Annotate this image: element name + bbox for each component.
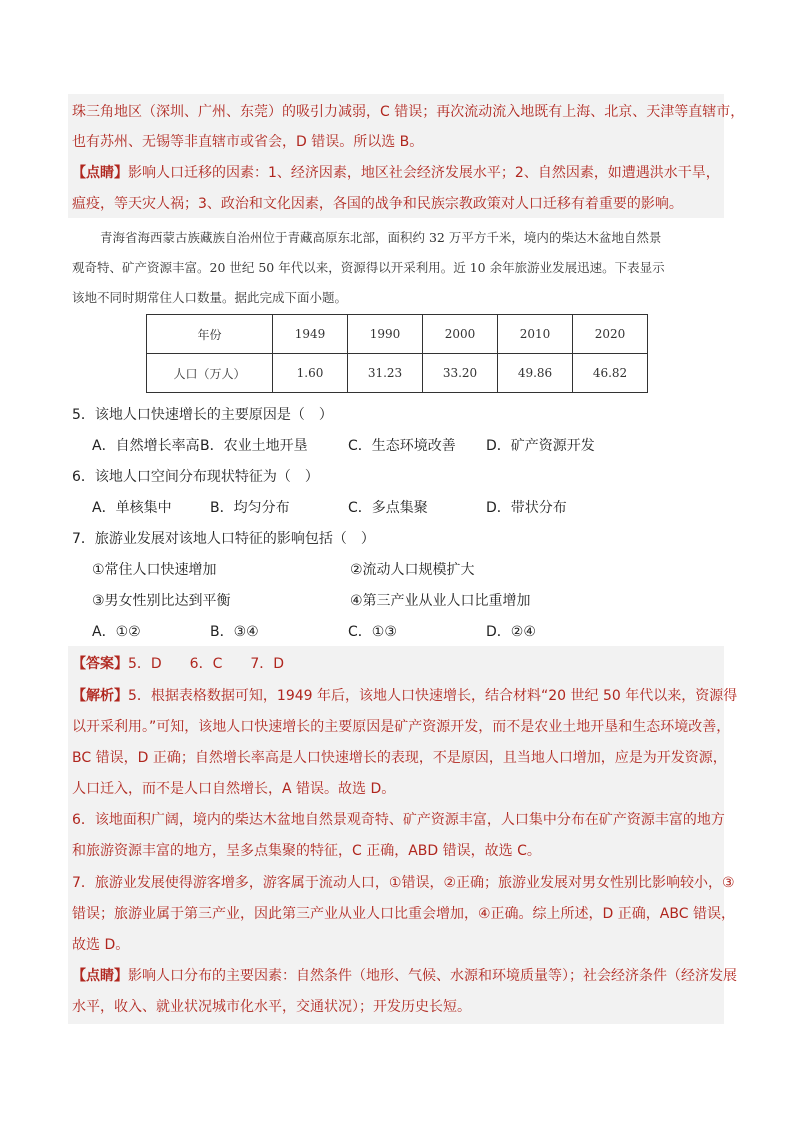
table-year: 1949 <box>273 315 348 354</box>
tip-label: 【点睛】 <box>72 165 128 181</box>
table-value: 33.20 <box>423 354 498 393</box>
question-6-option-d: D．带状分布 <box>486 500 567 516</box>
final-tip-line <box>72 966 737 986</box>
question-7-option-c: C．①③ <box>348 624 397 640</box>
table-row <box>147 354 648 393</box>
final-tip-text: 影响人口分布的主要因素：自然条件（地形、气候、水源和环境质量等）；社会经济条件（经济发展 <box>128 968 737 984</box>
question-6-option-b: B．均匀分布 <box>210 500 290 516</box>
answer-line <box>72 654 284 674</box>
question-6-stem: 6．该地人口空间分布现状特征为（ ） <box>72 469 319 485</box>
table-header-label: 年份 <box>147 315 273 354</box>
analysis-text: 5．根据表格数据可知，1949 年后，该地人口快速增长，结合材料“20 世纪 50 年代以来，资源得 <box>128 688 738 704</box>
analysis-line: 和旅游资源丰富的地方，呈多点集聚的特征，C 正确，ABD 错误，故选 C。 <box>72 843 541 859</box>
question-7-statement-4: ④第三产业从业人口比重增加 <box>350 593 531 609</box>
question-5-option-c: C．生态环境改善 <box>348 438 456 454</box>
question-7-option-d: D．②④ <box>486 624 536 640</box>
explanation-line: 珠三角地区（深圳、广州、东莞）的吸引力减弱，C 错误；再次流动流入地既有上海、北京、天津等直辖市， <box>72 104 745 120</box>
question-6-option-c: C．多点集聚 <box>348 500 428 516</box>
analysis-line: 以开采利用。”可知，该地人口快速增长的主要原因是矿产资源开发，而不是农业土地开垦和生态环境改善， <box>72 719 731 735</box>
question-6-option-a: A．单核集中 <box>92 500 172 516</box>
final-tip-label: 【点睛】 <box>72 968 128 984</box>
table-value: 1.60 <box>273 354 348 393</box>
material-line: 青海省海西蒙古族藏族自治州位于青藏高原东北部，面积约 32 万平方千米，境内的柴达木盆地自然景 <box>100 230 662 245</box>
analysis-line: 6．该地面积广阔，境内的柴达木盆地自然景观奇特、矿产资源丰富，人口集中分布在矿产资源丰富的地方 <box>72 812 725 828</box>
question-7-option-b: B．③④ <box>210 624 259 640</box>
table-value: 49.86 <box>498 354 573 393</box>
question-7-statement-3: ③男女性别比达到平衡 <box>92 593 231 609</box>
question-5-option-a: A．自然增长率高 <box>92 438 200 454</box>
question-5-option-b: B．农业土地开垦 <box>200 438 308 454</box>
table-value: 31.23 <box>348 354 423 393</box>
question-7-statement-1: ①常住人口快速增加 <box>92 562 217 578</box>
table-year: 2000 <box>423 315 498 354</box>
table-row <box>147 315 648 354</box>
material-line: 观奇特、矿产资源丰富。20 世纪 50 年代以来，资源得以开采利用。近 10 余年旅游业发展迅速。下表显示 <box>72 260 665 275</box>
analysis-line: BC 错误，D 正确；自然增长率高是人口快速增长的表现，不是原因，且当地人口增加，应是为开发资源， <box>72 750 727 766</box>
question-5-option-d: D．矿产资源开发 <box>486 438 595 454</box>
tip-line: 瘟疫，等天灾人祸；3、政治和文化因素，各国的战争和民族宗教政策对人口迁移有着重要的影响。 <box>72 196 683 212</box>
table-value: 46.82 <box>573 354 648 393</box>
question-7-stem: 7．旅游业发展对该地人口特征的影响包括（ ） <box>72 531 375 547</box>
analysis-line <box>72 686 737 706</box>
question-7-option-a: A．①② <box>92 624 141 640</box>
question-5-stem: 5．该地人口快速增长的主要原因是（ ） <box>72 407 333 423</box>
population-table <box>146 314 648 393</box>
table-year: 1990 <box>348 315 423 354</box>
table-row-label: 人口（万人） <box>147 354 273 393</box>
analysis-line: 故选 D。 <box>72 937 130 953</box>
analysis-line: 错误；旅游业属于第三产业，因此第三产业从业人口比重会增加，④正确。综上所述，D 正确，ABC 错误， <box>72 906 735 922</box>
material-line: 该地不同时期常住人口数量。据此完成下面小题。 <box>72 290 348 305</box>
answer-text: 5．D 6．C 7．D <box>128 656 285 672</box>
analysis-line: 7．旅游业发展使得游客增多，游客属于流动人口，①错误，②正确；旅游业发展对男女性别比影响较小，③ <box>72 875 735 891</box>
tip-line <box>72 163 720 183</box>
explanation-line: 也有苏州、无锡等非直辖市或省会，D 错误。所以选 B。 <box>72 134 424 150</box>
table-year: 2020 <box>573 315 648 354</box>
final-tip-line: 水平，收入、就业状况城市化水平，交通状况）；开发历史长短。 <box>72 999 471 1015</box>
tip-text: 影响人口迁移的因素：1、经济因素，地区社会经济发展水平；2、自然因素，如遭遇洪水干旱， <box>128 165 720 181</box>
table-year: 2010 <box>498 315 573 354</box>
answer-label: 【答案】 <box>72 656 128 672</box>
analysis-line: 人口迁入，而不是人口自然增长，A 错误。故选 D。 <box>72 781 396 797</box>
question-7-statement-2: ②流动人口规模扩大 <box>350 562 475 578</box>
analysis-label: 【解析】 <box>72 688 128 704</box>
